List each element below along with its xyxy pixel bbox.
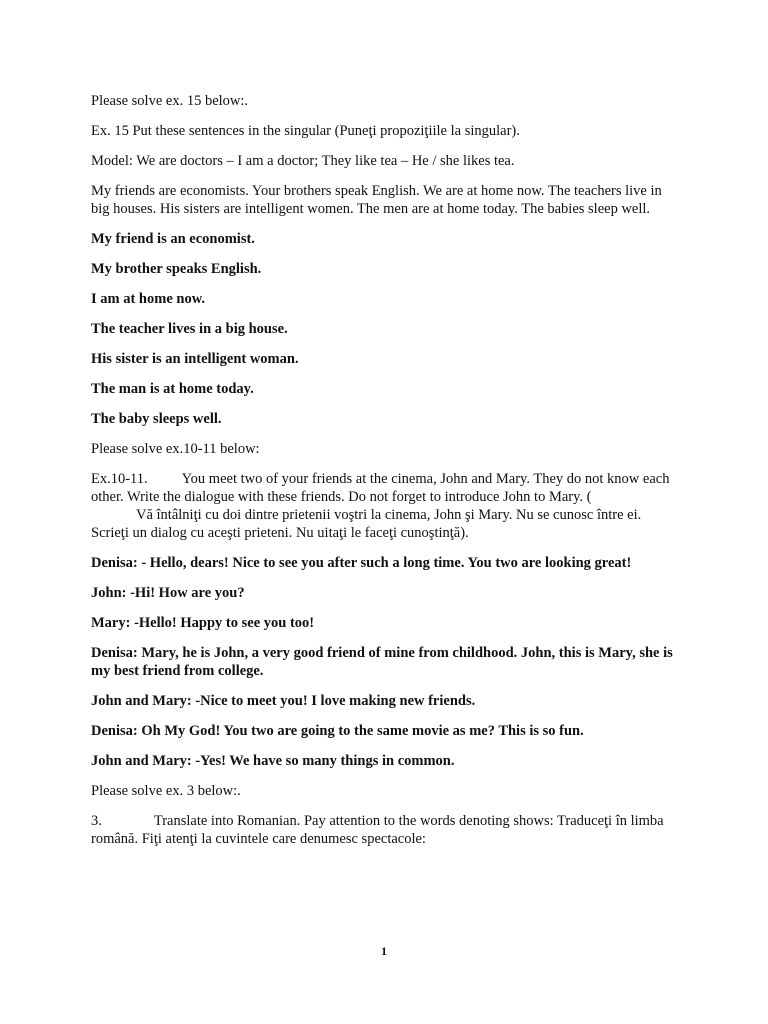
dialogue-line: Mary: -Hello! Happy to see you too! bbox=[91, 615, 315, 631]
intro-ex10: Please solve ex.10-11 below: bbox=[91, 441, 260, 457]
ex10-instructions bbox=[91, 470, 681, 542]
answer-line: My brother speaks English. bbox=[91, 261, 262, 277]
ex3-label: 3. bbox=[91, 813, 102, 829]
document-page bbox=[91, 92, 681, 860]
ex10-text-ro: Vă întâlniţi cu doi dintre prietenii voştri la cinema, John şi Mary. Nu se cunosc între ei. Scrieţi un dialog cu aceşti prieteni. Nu uitaţi le faceţi cunoştinţă). bbox=[91, 507, 642, 541]
dialogue-line: Denisa: Oh My God! You two are going to the same movie as me? This is so fun. bbox=[91, 723, 584, 739]
answer-line: The baby sleeps well. bbox=[91, 411, 222, 427]
ex3-instructions bbox=[91, 812, 681, 848]
ex15-model: Model: We are doctors – I am a doctor; They like tea – He / she likes tea. bbox=[91, 153, 515, 169]
dialogue-line: Denisa: - Hello, dears! Nice to see you after such a long time. You two are looking great! bbox=[91, 555, 632, 571]
answer-line: I am at home now. bbox=[91, 291, 205, 307]
answer-line: My friend is an economist. bbox=[91, 231, 255, 247]
answer-line: His sister is an intelligent woman. bbox=[91, 351, 299, 367]
ex10-label: Ex.10-11. bbox=[91, 471, 148, 487]
ex10-text-en: You meet two of your friends at the cinema, John and Mary. They do not know each other. Write the dialogue with these friends. Do not forget to introduce John to Mary. ( bbox=[91, 471, 670, 505]
ex15-title: Ex. 15 Put these sentences in the singular (Puneţi propoziţiile la singular). bbox=[91, 123, 520, 139]
dialogue-line: John and Mary: -Nice to meet you! I love making new friends. bbox=[91, 693, 476, 709]
intro-ex15: Please solve ex. 15 below:. bbox=[91, 93, 249, 109]
ex15-text: My friends are economists. Your brothers speak English. We are at home now. The teachers live in big houses. His sisters are intelligent women. The men are at home today. The babies sleep well. bbox=[91, 183, 662, 217]
dialogue-line: John: -Hi! How are you? bbox=[91, 585, 245, 601]
ex3-text: Translate into Romanian. Pay attention to the words denoting shows: Traduceţi în limba română. Fiţi atenţi la cuvintele care denumesc spectacole: bbox=[91, 813, 664, 847]
dialogue-line: John and Mary: -Yes! We have so many things in common. bbox=[91, 753, 455, 769]
page-number: 1 bbox=[381, 944, 387, 958]
dialogue-line: Denisa: Mary, he is John, a very good friend of mine from childhood. John, this is Mary, she is my best friend from college. bbox=[91, 645, 673, 679]
answer-line: The man is at home today. bbox=[91, 381, 254, 397]
intro-ex3: Please solve ex. 3 below:. bbox=[91, 783, 241, 799]
answer-line: The teacher lives in a big house. bbox=[91, 321, 288, 337]
